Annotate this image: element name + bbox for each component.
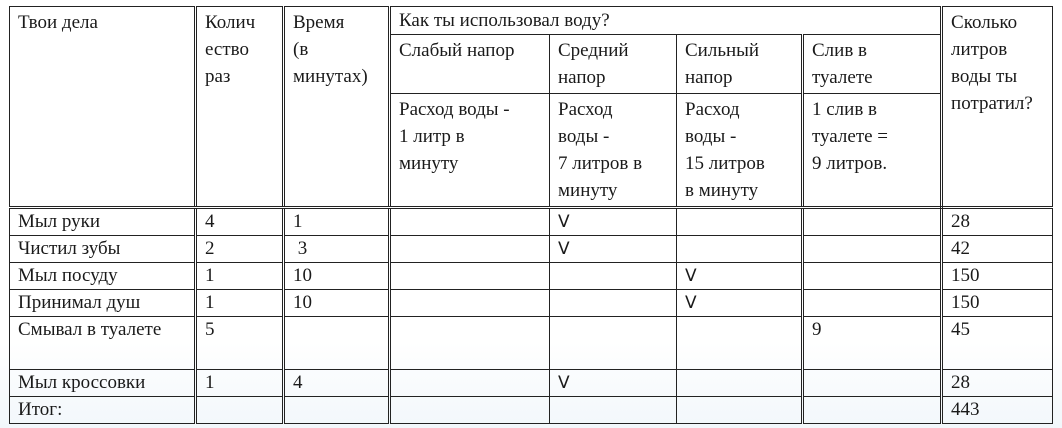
table-row <box>10 370 1053 397</box>
cell-time: 10 <box>284 290 390 317</box>
cell-medium: V <box>550 208 677 236</box>
header-toilet-line: туалете <box>812 67 873 88</box>
cell-strong: V <box>677 263 803 290</box>
cell-strong <box>677 236 803 263</box>
total-liters: 443 <box>942 397 1053 424</box>
cell-toilet <box>803 263 942 290</box>
cell-task: Мыл кроссовки <box>10 370 196 397</box>
cell-toilet <box>803 208 942 236</box>
total-row <box>10 397 1053 424</box>
header-tasks: Твои дела <box>10 7 196 208</box>
header-strong-line: Сильный <box>685 40 760 61</box>
cell-liters: 150 <box>942 290 1053 317</box>
cell-time <box>284 317 390 370</box>
cell-toilet: 9 <box>803 317 942 370</box>
total-empty <box>390 397 550 424</box>
header-medium-line: напор <box>558 67 606 88</box>
cell-weak <box>390 236 550 263</box>
header-liters-line: потратил? <box>951 93 1033 114</box>
header-medium <box>550 35 677 94</box>
header-time-line: (в <box>293 39 309 60</box>
cell-count: 4 <box>196 208 284 236</box>
table-row <box>10 290 1053 317</box>
total-empty <box>803 397 942 424</box>
total-label: Итог: <box>10 397 196 424</box>
table-row <box>10 263 1053 290</box>
header-toilet-line: Слив в <box>812 40 868 61</box>
header-toilet-rate-line: 9 литров. <box>812 153 888 174</box>
header-weak-rate <box>390 94 550 208</box>
cell-liters: 150 <box>942 263 1053 290</box>
cell-task: Смывал в туалете <box>10 317 196 370</box>
header-strong-line: напор <box>685 67 733 88</box>
cell-medium <box>550 263 677 290</box>
header-weak-rate-line: минуту <box>399 153 459 174</box>
cell-count: 5 <box>196 317 284 370</box>
cell-medium <box>550 290 677 317</box>
header-weak-rate-line: 1 литр в <box>399 126 465 147</box>
cell-task: Принимал душ <box>10 290 196 317</box>
header-toilet <box>803 35 942 94</box>
header-strong-rate <box>677 94 803 208</box>
header-weak-rate-line: Расход воды - <box>399 99 510 120</box>
cell-count: 1 <box>196 370 284 397</box>
water-usage-table <box>9 6 1053 424</box>
total-empty <box>284 397 390 424</box>
cell-toilet <box>803 236 942 263</box>
header-time <box>284 7 390 208</box>
cell-liters: 42 <box>942 236 1053 263</box>
cell-time: 1 <box>284 208 390 236</box>
total-empty <box>196 397 284 424</box>
cell-weak <box>390 208 550 236</box>
header-time-line: минутах) <box>293 66 368 87</box>
header-weak <box>390 35 550 94</box>
table-row <box>10 317 1053 370</box>
header-strong-rate-line: Расход <box>685 99 740 120</box>
header-how-used: Как ты использовал воду? <box>390 7 942 35</box>
header-count <box>196 7 284 208</box>
cell-task: Чистил зубы <box>10 236 196 263</box>
cell-medium: V <box>550 236 677 263</box>
cell-strong <box>677 317 803 370</box>
header-toilet-rate-line: туалете = <box>812 126 889 147</box>
cell-time: 4 <box>284 370 390 397</box>
cell-liters: 28 <box>942 208 1053 236</box>
header-count-line: раз <box>205 66 231 87</box>
cell-task: Мыл руки <box>10 208 196 236</box>
header-medium-rate-line: Расход <box>558 99 613 120</box>
header-strong <box>677 35 803 94</box>
header-strong-rate-line: воды - <box>685 126 737 147</box>
header-strong-rate-line: 15 литров <box>685 153 765 174</box>
header-toilet-rate-line: 1 слив в <box>812 99 878 120</box>
header-medium-rate-line: 7 литров в <box>558 153 643 174</box>
header-count-line: ество <box>205 39 249 60</box>
cell-toilet <box>803 370 942 397</box>
table-row <box>10 236 1053 263</box>
header-row-1 <box>10 7 1053 35</box>
cell-task: Мыл посуду <box>10 263 196 290</box>
header-liters-line: Сколько <box>951 12 1018 33</box>
header-toilet-rate <box>803 94 942 208</box>
cell-liters: 28 <box>942 370 1053 397</box>
cell-strong <box>677 370 803 397</box>
header-liters-line: литров <box>951 39 1008 60</box>
header-liters <box>942 7 1053 208</box>
water-usage-table-wrapper <box>9 6 1053 424</box>
cell-weak <box>390 317 550 370</box>
header-liters-line: воды ты <box>951 66 1018 87</box>
header-medium-line: Средний <box>558 40 629 61</box>
cell-toilet <box>803 290 942 317</box>
table-row <box>10 208 1053 236</box>
header-medium-rate <box>550 94 677 208</box>
cell-weak <box>390 263 550 290</box>
header-time-line: Время <box>293 12 345 33</box>
cell-time: 10 <box>284 263 390 290</box>
header-medium-rate-line: минуту <box>558 180 618 201</box>
header-count-line: Колич <box>205 12 256 33</box>
cell-time: 3 <box>284 236 390 263</box>
header-medium-rate-line: воды - <box>558 126 610 147</box>
cell-count: 1 <box>196 263 284 290</box>
cell-medium <box>550 317 677 370</box>
total-empty <box>550 397 677 424</box>
header-strong-rate-line: в минуту <box>685 180 759 201</box>
cell-liters: 45 <box>942 317 1053 370</box>
cell-weak <box>390 290 550 317</box>
cell-count: 1 <box>196 290 284 317</box>
cell-medium: V <box>550 370 677 397</box>
total-empty <box>677 397 803 424</box>
cell-weak <box>390 370 550 397</box>
cell-strong <box>677 208 803 236</box>
cell-count: 2 <box>196 236 284 263</box>
cell-strong: V <box>677 290 803 317</box>
header-weak-line: Слабый напор <box>399 40 515 61</box>
